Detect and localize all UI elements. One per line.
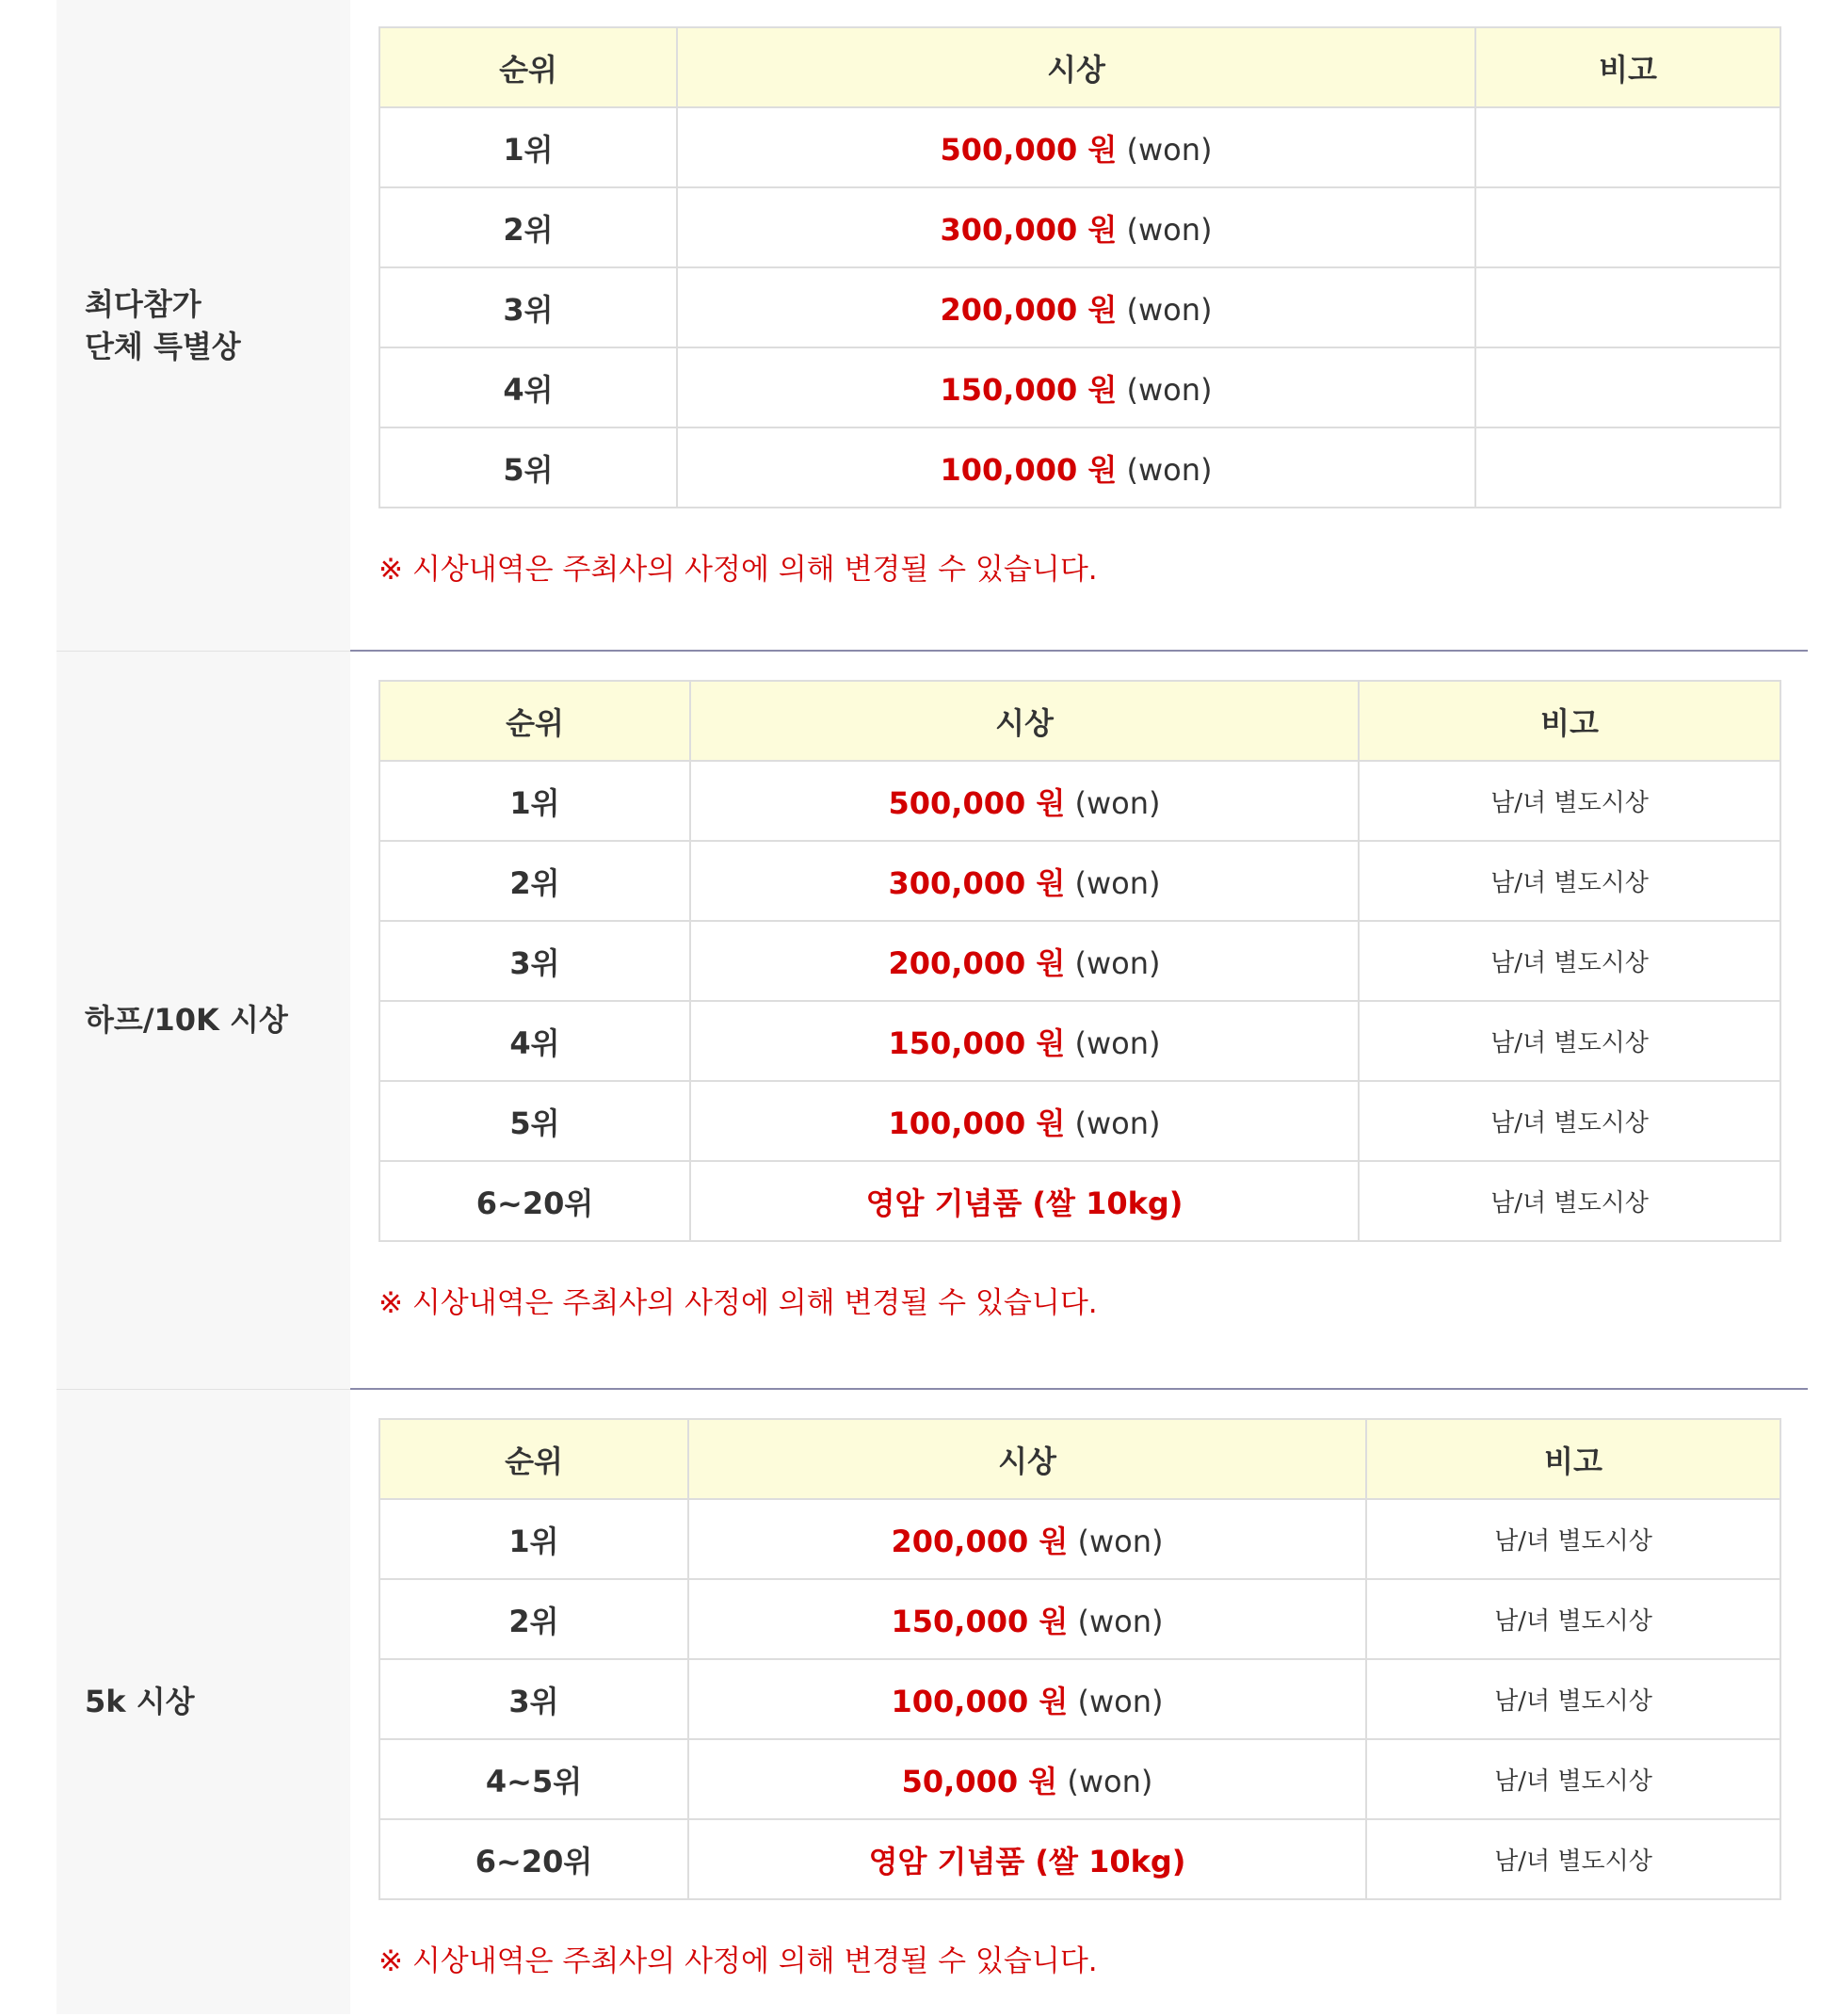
rank-cell: 2위: [379, 1579, 688, 1659]
table-row: [379, 107, 1780, 187]
table-row: [379, 1499, 1780, 1579]
note-cell: [1475, 187, 1780, 267]
note-cell: 남/녀 별도시상: [1366, 1819, 1780, 1899]
note-cell: 남/녀 별도시상: [1359, 841, 1780, 921]
header-note: 비고: [1475, 27, 1780, 107]
rank-cell: 2위: [379, 841, 690, 921]
prize-cell: [690, 921, 1359, 1001]
prize-unit: (won): [1126, 211, 1213, 248]
prize-cell: [677, 347, 1475, 427]
prize-unit: (won): [1067, 1763, 1153, 1799]
prize-cell: [690, 841, 1359, 921]
rank-cell: 3위: [379, 267, 677, 347]
prize-unit: (won): [1126, 451, 1213, 488]
table-row: [379, 921, 1780, 1001]
note-cell: 남/녀 별도시상: [1359, 1081, 1780, 1161]
note-cell: 남/녀 별도시상: [1366, 1659, 1780, 1739]
table-row: [379, 187, 1780, 267]
rank-cell: 1위: [379, 761, 690, 841]
section-5k: [56, 1390, 1808, 2014]
prize-amount: 500,000 원: [888, 784, 1066, 821]
section-label-column: [56, 0, 350, 652]
prize-cell: [688, 1739, 1366, 1819]
table-row: [379, 1819, 1780, 1899]
prize-amount: 100,000 원: [888, 1105, 1066, 1141]
header-rank: 순위: [379, 681, 690, 761]
prize-unit: (won): [1077, 1523, 1164, 1559]
rank-cell: 4~5위: [379, 1739, 688, 1819]
table-row: [379, 841, 1780, 921]
table-row: [379, 1001, 1780, 1081]
note-cell: [1475, 347, 1780, 427]
prize-amount: 150,000 원: [888, 1024, 1066, 1061]
table-row: [379, 267, 1780, 347]
prize-cell: [690, 1161, 1359, 1241]
prize-unit: (won): [1074, 1024, 1161, 1061]
prize-table: [378, 680, 1781, 1242]
prize-cell: [690, 1001, 1359, 1081]
rank-cell: 5위: [379, 427, 677, 508]
prize-amount: 200,000 원: [888, 944, 1066, 981]
section-content: [350, 652, 1808, 1390]
note-cell: [1475, 107, 1780, 187]
table-row: [379, 1579, 1780, 1659]
note-cell: 남/녀 별도시상: [1366, 1499, 1780, 1579]
prize-cell: [688, 1499, 1366, 1579]
prize-cell: [677, 267, 1475, 347]
table-row: [379, 1659, 1780, 1739]
section-label: 5k 시상: [85, 1684, 195, 1719]
prize-amount: 200,000 원: [891, 1523, 1069, 1559]
section-label: 최다참가 단체 특별상: [85, 285, 241, 364]
table-header-row: [379, 27, 1780, 107]
prize-amount: 200,000 원: [940, 291, 1118, 328]
prize-cell: [690, 761, 1359, 841]
prize-gift: 영암 기념품 (쌀 10kg): [868, 1843, 1186, 1879]
prize-cell: [688, 1819, 1366, 1899]
rank-cell: 2위: [379, 187, 677, 267]
prize-cell: [688, 1659, 1366, 1739]
prize-unit: (won): [1126, 371, 1213, 408]
note-cell: 남/녀 별도시상: [1366, 1579, 1780, 1659]
section-content: [350, 1390, 1808, 2014]
prize-unit: (won): [1074, 784, 1161, 821]
table-row: [379, 761, 1780, 841]
note-cell: 남/녀 별도시상: [1359, 1161, 1780, 1241]
rank-cell: 4위: [379, 1001, 690, 1081]
section-label-column: [56, 652, 350, 1390]
rank-cell: 1위: [379, 1499, 688, 1579]
section-label: 하프/10K 시상: [85, 1002, 288, 1038]
prize-gift: 영암 기념품 (쌀 10kg): [865, 1185, 1184, 1221]
header-rank: 순위: [379, 1419, 688, 1499]
change-notice: ※ 시상내역은 주최사의 사정에 의해 변경될 수 있습니다.: [378, 553, 1098, 587]
prize-amount: 150,000 원: [940, 371, 1118, 408]
section-label-column: [56, 1390, 350, 2014]
prize-cell: [688, 1579, 1366, 1659]
prize-amount: 300,000 원: [940, 211, 1118, 248]
note-cell: 남/녀 별도시상: [1359, 761, 1780, 841]
table-row: [379, 427, 1780, 508]
section-content: [350, 0, 1808, 652]
prize-cell: [677, 187, 1475, 267]
table-header-row: [379, 1419, 1780, 1499]
prize-amount: 150,000 원: [891, 1603, 1069, 1639]
prize-unit: (won): [1074, 944, 1161, 981]
prize-table: [378, 26, 1781, 508]
prize-amount: 500,000 원: [940, 131, 1118, 168]
rank-cell: 5위: [379, 1081, 690, 1161]
table-header-row: [379, 681, 1780, 761]
prize-unit: (won): [1074, 864, 1161, 901]
prize-amount: 100,000 원: [940, 451, 1118, 488]
prize-unit: (won): [1126, 131, 1213, 168]
prize-amount: 50,000 원: [901, 1763, 1058, 1799]
change-notice: ※ 시상내역은 주최사의 사정에 의해 변경될 수 있습니다.: [378, 1286, 1098, 1320]
section-half-10k: [56, 652, 1808, 1390]
note-cell: 남/녀 별도시상: [1359, 1001, 1780, 1081]
prize-unit: (won): [1126, 291, 1213, 328]
note-cell: 남/녀 별도시상: [1366, 1739, 1780, 1819]
header-prize: 시상: [690, 681, 1359, 761]
header-rank: 순위: [379, 27, 677, 107]
section-group-special: [56, 0, 1808, 652]
header-prize: 시상: [688, 1419, 1366, 1499]
table-row: [379, 1081, 1780, 1161]
note-cell: [1475, 427, 1780, 508]
prize-page: [56, 0, 1808, 2014]
table-row: [379, 1739, 1780, 1819]
rank-cell: 6~20위: [379, 1161, 690, 1241]
note-cell: 남/녀 별도시상: [1359, 921, 1780, 1001]
rank-cell: 6~20위: [379, 1819, 688, 1899]
prize-amount: 100,000 원: [891, 1683, 1069, 1719]
note-cell: [1475, 267, 1780, 347]
header-note: 비고: [1366, 1419, 1780, 1499]
header-note: 비고: [1359, 681, 1780, 761]
rank-cell: 3위: [379, 1659, 688, 1739]
prize-cell: [690, 1081, 1359, 1161]
prize-cell: [677, 427, 1475, 508]
prize-table: [378, 1418, 1781, 1900]
prize-amount: 300,000 원: [888, 864, 1066, 901]
header-prize: 시상: [677, 27, 1475, 107]
prize-unit: (won): [1077, 1683, 1164, 1719]
table-row: [379, 347, 1780, 427]
prize-cell: [677, 107, 1475, 187]
change-notice: ※ 시상내역은 주최사의 사정에 의해 변경될 수 있습니다.: [378, 1944, 1098, 1978]
prize-unit: (won): [1077, 1603, 1164, 1639]
table-row: [379, 1161, 1780, 1241]
rank-cell: 3위: [379, 921, 690, 1001]
rank-cell: 4위: [379, 347, 677, 427]
rank-cell: 1위: [379, 107, 677, 187]
prize-unit: (won): [1074, 1105, 1161, 1141]
